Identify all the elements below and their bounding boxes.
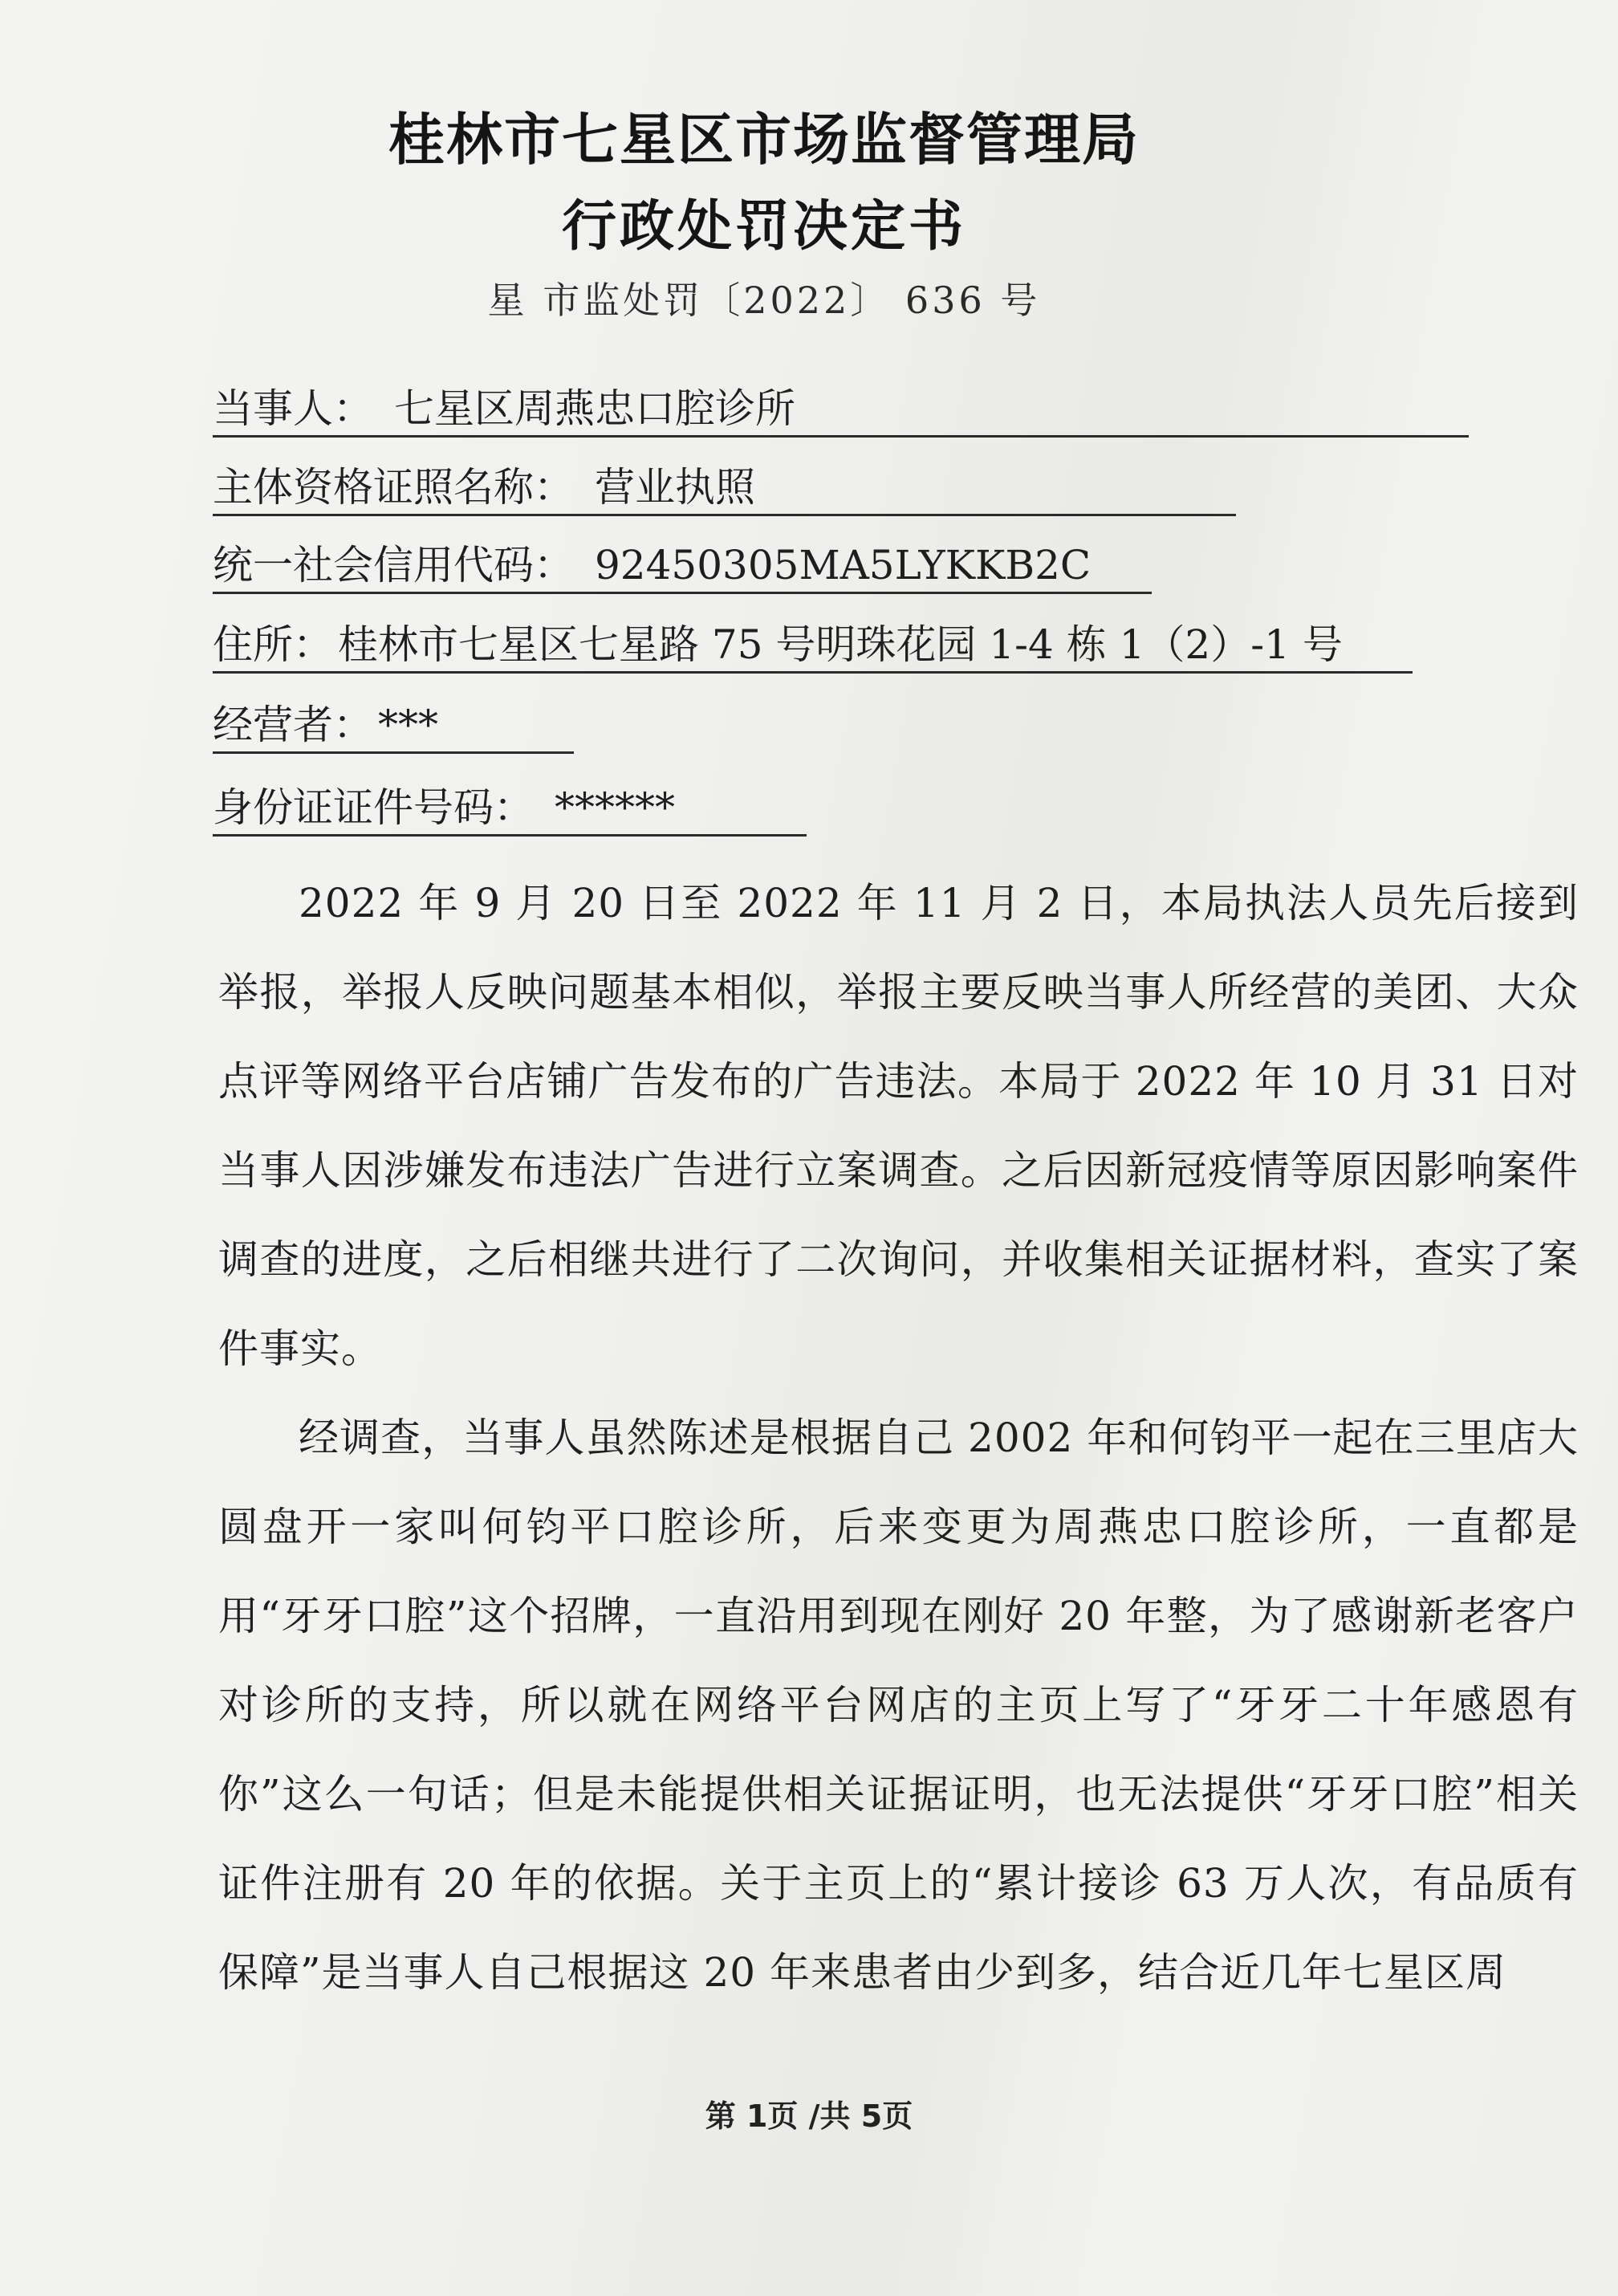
- field-value: ******: [555, 784, 675, 831]
- party-field: [213, 384, 1469, 438]
- field-label: 经营者：: [213, 702, 373, 748]
- id-number-field: [213, 783, 807, 837]
- field-value: 桂林市七星区七星路 75 号明珠花园 1-4 栋 1（2）-1 号: [338, 621, 1343, 668]
- paragraph: 经调查，当事人虽然陈述是根据自己 2002 年和何钧平一起在三里店大圆盘开一家叫何钧平口腔诊所，后来变更为周燕忠口腔诊所，一直都是用“牙牙口腔”这个招牌，一直沿用到现在刚好 20 年整，为了感谢新老客户对诊所的支持，所以就在网络平台网店的主页上写了“牙牙二十年感恩有你”这么一句话；但是未能提供相关证据证明，也无法提供“牙牙口腔”相关证件注册有 20 年的依据。关于主页上的“累计接诊 63 万人次，有品质有保障”是当事人自己根据这 20 年来患者由少到多，结合近几年七星区周: [218, 1415, 1579, 1996]
- field-label: 身份证证件号码：: [213, 784, 534, 831]
- credit-code-field: [213, 540, 1152, 594]
- org-title: 桂林市七星区市场监督管理局: [388, 107, 1140, 173]
- field-value: 92450305MA5LYKKB2C: [595, 542, 1092, 588]
- field-value: 营业执照: [595, 464, 755, 511]
- field-label: 统一社会信用代码：: [213, 542, 574, 588]
- field-value: ***: [378, 702, 438, 748]
- document-type-title: 行政处罚决定书: [561, 195, 966, 259]
- field-label: 当事人：: [213, 385, 373, 432]
- page-number: 第 1页 /共 5页: [705, 2099, 913, 2134]
- address-field: [213, 620, 1413, 674]
- operator-field: [213, 700, 574, 754]
- body-text: [218, 859, 1579, 2017]
- license-name-field: [213, 462, 1236, 516]
- field-label: 主体资格证照名称：: [213, 464, 574, 511]
- paragraph: 2022 年 9 月 20 日至 2022 年 11 月 2 日，本局执法人员先后接到举报，举报人反映问题基本相似，举报主要反映当事人所经营的美团、大众点评等网络平台店铺广告发布的广告违法。本局于 2022 年 10 月 31 日对当事人因涉嫌发布违法广告进行立案调查。之后因新冠疫情等原因影响案件调查的进度，之后相继共进行了二次询问，并收集相关证据材料，查实了案件事实。: [218, 880, 1579, 1372]
- document-number: 星 市监处罚〔2022〕 636 号: [487, 279, 1041, 322]
- field-value: 七星区周燕忠口腔诊所: [394, 385, 795, 432]
- field-label: 住所：: [213, 621, 333, 668]
